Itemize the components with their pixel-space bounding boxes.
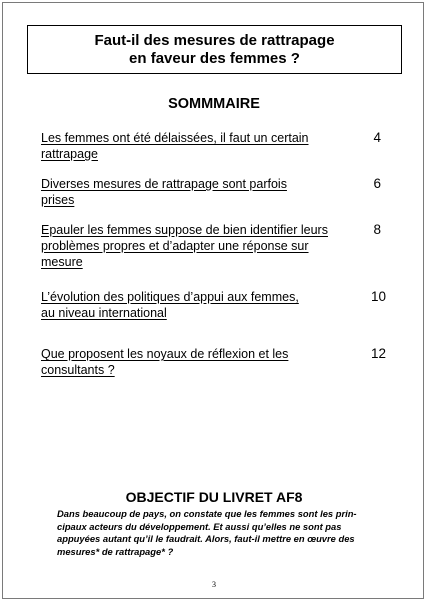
title-line-1: Faut-il des mesures de rattrapage — [94, 31, 335, 49]
page-number: 3 — [212, 580, 216, 589]
toc-item[interactable] — [41, 222, 401, 271]
objective-heading: OBJECTIF DU LIVRET AF8 — [125, 489, 303, 505]
toc-page-number: 6 — [373, 176, 381, 191]
summary-heading: SOMMMAIRE — [168, 96, 260, 112]
title-line-2: en faveur des femmes ? — [129, 49, 300, 67]
objective-text: Dans beaucoup de pays, on constate que les femmes sont les prin- cipaux acteurs du développement. Et aussi qu’elles ne sont pas appuyées autant qu’il le faudrait. Alors, faut-il mettre en œuvre des mesures* de rattrapage* ? — [57, 508, 357, 557]
toc-page-number: 12 — [370, 346, 386, 361]
toc-item-link[interactable]: L’évolution des politiques d’appui aux femmes, au niveau international — [41, 290, 299, 320]
toc-page-number: 10 — [370, 289, 386, 304]
toc-page-number: 4 — [373, 130, 381, 145]
toc-item[interactable] — [41, 176, 401, 209]
toc-item-link[interactable]: Les femmes ont été délaissées, il faut un certain rattrapage — [41, 131, 309, 161]
title-box — [27, 25, 402, 74]
toc-item-link[interactable]: Epauler les femmes suppose de bien identifier leurs problèmes propres et d’adapter une réponse sur mesure — [41, 223, 328, 269]
toc-item[interactable] — [41, 289, 401, 322]
toc-item[interactable] — [41, 130, 401, 163]
toc-item-link[interactable]: Diverses mesures de rattrapage sont parfois prises — [41, 177, 287, 207]
toc-item[interactable] — [41, 346, 401, 379]
toc-item-link[interactable]: Que proposent les noyaux de réflexion et les consultants ? — [41, 347, 289, 377]
toc-page-number: 8 — [373, 222, 381, 237]
